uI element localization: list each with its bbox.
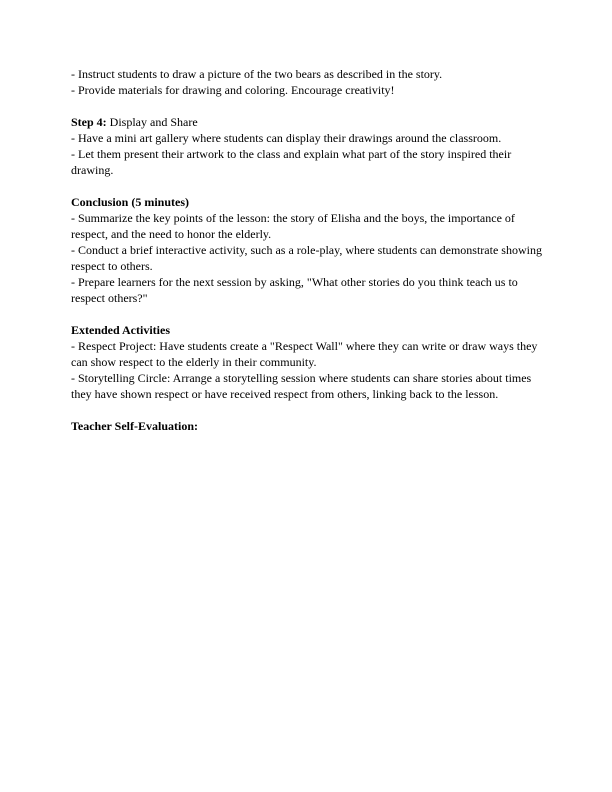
- bullet-line: - Storytelling Circle: Arrange a storytelling session where students can share stories about times they have shown respect or have received respect from others, linking back to the lesson.: [71, 371, 532, 401]
- section-heading: [71, 114, 545, 130]
- section-drawing-activity: [71, 66, 545, 98]
- bullet-line: - Conduct a brief interactive activity, such as a role-play, where students can demonstrate showing respect to others.: [71, 243, 542, 273]
- bullet-line: - Let them present their artwork to the class and explain what part of the story inspired their drawing.: [71, 147, 512, 177]
- heading-bold-text: Extended Activities: [71, 323, 170, 337]
- bullet-line: - Provide materials for drawing and coloring. Encourage creativity!: [71, 83, 395, 97]
- heading-rest-text: Display and Share: [106, 115, 198, 129]
- bullet-line: - Respect Project: Have students create a "Respect Wall" where they can write or draw ways they can show respect to the elderly in their community.: [71, 339, 538, 369]
- bullet-line: - Instruct students to draw a picture of the two bears as described in the story.: [71, 67, 443, 81]
- bullet-line: - Prepare learners for the next session by asking, "What other stories do you think teach us to respect others?": [71, 275, 518, 305]
- lesson-plan-content: [71, 66, 545, 450]
- section-heading: [71, 418, 545, 434]
- heading-bold-text: Teacher Self-Evaluation:: [71, 419, 199, 433]
- heading-bold-text: Conclusion (5 minutes): [71, 195, 190, 209]
- section-conclusion: [71, 194, 545, 306]
- section-teacher-self-evaluation: [71, 418, 545, 434]
- section-extended-activities: [71, 322, 545, 402]
- section-heading: [71, 194, 545, 210]
- heading-bold-text: Step 4:: [71, 115, 107, 129]
- section-heading: [71, 322, 545, 338]
- section-step-4: [71, 114, 545, 178]
- bullet-line: - Summarize the key points of the lesson: the story of Elisha and the boys, the importance of respect, and the need to honor the elderly.: [71, 211, 515, 241]
- bullet-line: - Have a mini art gallery where students can display their drawings around the classroom.: [71, 131, 502, 145]
